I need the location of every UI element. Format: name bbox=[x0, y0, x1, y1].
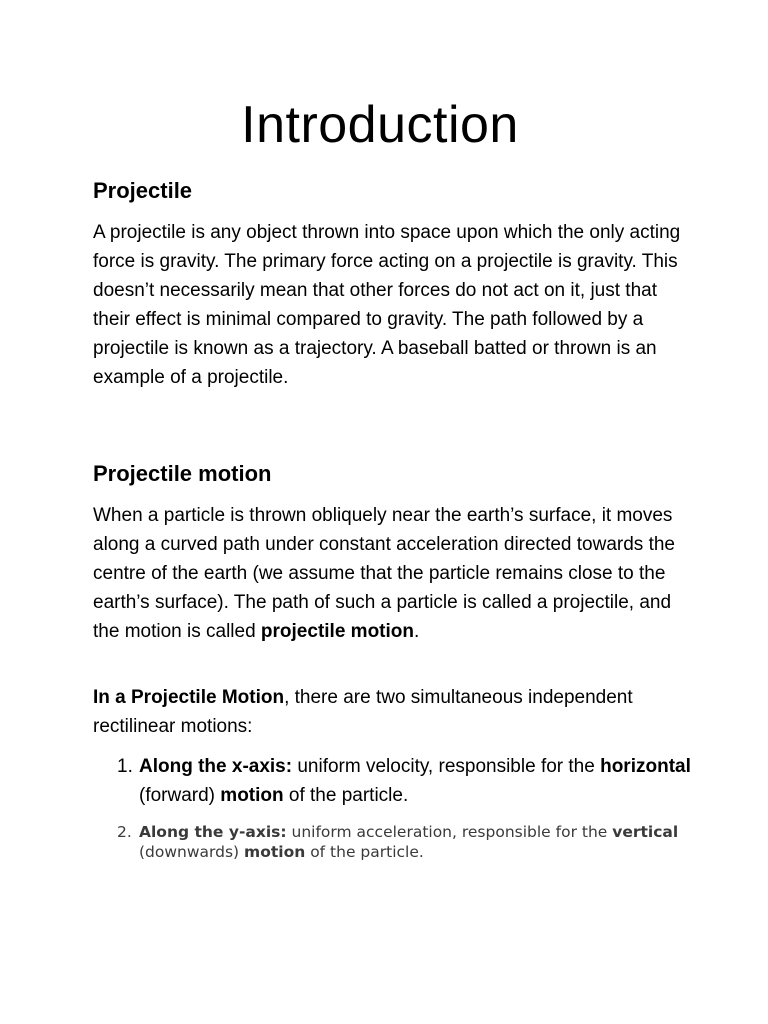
item-text: (forward) bbox=[139, 785, 221, 806]
paragraph-text: When a particle is thrown obliquely near the earth’s surface, it moves along a curved path under constant acceleration directed towards the centre of the earth (we assume that the particle remains close to the earth’s surface). The path of such a particle is called a projectile, and the motion is called bbox=[93, 505, 675, 642]
item-text: uniform velocity, responsible for the bbox=[292, 756, 601, 777]
bold-term: motion bbox=[244, 843, 306, 861]
bold-term: projectile motion bbox=[260, 621, 414, 642]
bold-lead: Along the x-axis: bbox=[139, 756, 293, 777]
bold-lead: In a Projectile Motion bbox=[93, 687, 285, 708]
list-number: 1. bbox=[117, 756, 133, 777]
item-text: of the particle. bbox=[305, 843, 424, 861]
paragraph-end: . bbox=[414, 621, 420, 642]
two-motions-paragraph bbox=[93, 683, 693, 741]
motions-list bbox=[93, 752, 693, 862]
page-title: Introduction bbox=[241, 96, 519, 154]
bold-term: vertical bbox=[612, 823, 679, 841]
list-item bbox=[93, 752, 693, 810]
list-number: 2. bbox=[117, 823, 132, 841]
bold-term: motion bbox=[220, 785, 284, 806]
section-heading-projectile: Projectile bbox=[93, 178, 193, 203]
paragraph-text: , there are two simultaneous independent rectilinear motions: bbox=[93, 687, 633, 737]
item-text: uniform acceleration, responsible for the bbox=[286, 823, 613, 841]
section-heading-projectile-motion: Projectile motion bbox=[93, 461, 272, 486]
bold-term: horizontal bbox=[600, 756, 691, 777]
projectile-paragraph: A projectile is any object thrown into space upon which the only acting force is gravity. The primary force acting on a projectile is gravity. This doesn’t necessarily mean that other forces do not act on it, just that their effect is minimal compared to gravity. The path followed by a projectile is known as a trajectory. A baseball batted or thrown is an example of a projectile. bbox=[93, 222, 681, 388]
projectile-motion-paragraph bbox=[93, 501, 693, 646]
item-text: of the particle. bbox=[283, 785, 409, 806]
item-text: (downwards) bbox=[139, 843, 245, 861]
list-item bbox=[93, 822, 693, 862]
bold-lead: Along the y-axis: bbox=[139, 823, 287, 841]
